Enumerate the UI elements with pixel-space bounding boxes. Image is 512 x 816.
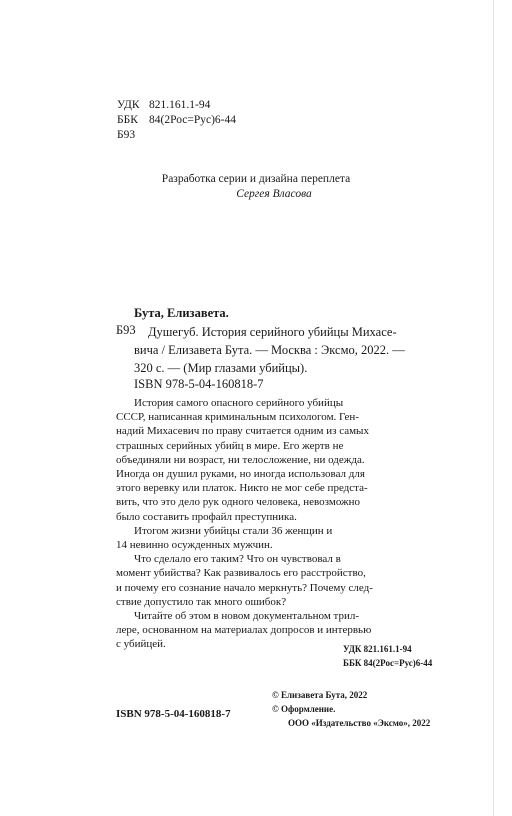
udk-label: УДК (117, 99, 140, 111)
annotation-line: Читайте об этом в новом документальном трил- (134, 610, 360, 623)
catalog-line: Душегуб. История серийного убийцы Михасе- (148, 325, 397, 339)
copyright-block (272, 688, 430, 730)
copyright-author: © Елизавета Бута, 2022 (272, 690, 368, 700)
annotation-line: вить, что это дело рук одного человека, невозможно (116, 496, 361, 509)
annotation-line: Итогом жизни убийцы стали 36 женщин и (134, 524, 333, 537)
copyright-design: © Оформление. (272, 704, 336, 714)
annotation-line: ствие допустило так много ошибок? (116, 595, 287, 608)
annotation-line: Что сделало его таким? Что он чувствовал в (134, 553, 341, 566)
annotation-line: момент убийства? Как развивалось его расстройство, (116, 567, 366, 580)
author-mark: Б93 (117, 129, 136, 141)
annotation-line: История самого опасного серийного убийцы (134, 397, 344, 409)
udk-value: 821.161.1-94 (149, 99, 211, 111)
bbk-row (117, 113, 236, 128)
bottom-udk: УДК 821.161.1-94 (343, 644, 412, 654)
annotation-line: Иногда он душил руками, но иногда использовал для (116, 468, 365, 481)
classification-block (117, 98, 236, 143)
isbn-bottom: ISBN 978-5-04-160818-7 (116, 708, 231, 720)
catalog-mark: Б93 (116, 323, 136, 337)
annotation-line: этого веревку или платок. Никто не мог себе предста- (116, 482, 368, 495)
annotation-line: страшных серийных убийц в мире. Его жертв не (116, 439, 344, 452)
annotation (116, 396, 446, 652)
catalog-author: Бута, Елизавета. (134, 306, 229, 320)
annotation-line: объединяли ни возраст, ни телосложение, ни одежда. (116, 453, 365, 466)
catalog-line: вича / Елизавета Бута. — Москва : Эксмо, 2022. — (134, 343, 405, 357)
bbk-value: 84(2Рос=Рус)6-44 (149, 114, 236, 126)
annotation-line: было составить профайл преступника. (116, 510, 297, 523)
udk-row (117, 98, 236, 113)
bottom-classification (343, 642, 432, 670)
page-edge (493, 0, 494, 816)
annotation-line: и почему его сознание начало меркнуть? Почему след- (116, 581, 373, 594)
annotation-line: лере, основанном на материалах допросов и интервью (116, 624, 372, 637)
bbk-label: ББК (117, 114, 138, 126)
catalog-line: 320 с. — (Мир глазами убийцы). (134, 361, 308, 375)
bottom-bbk: ББК 84(2Рос=Рус)6-44 (343, 658, 433, 668)
series-credit-line1: Разработка серии и дизайна переплета (161, 173, 351, 185)
annotation-line: 14 невинно осужденных мужчин. (116, 539, 273, 552)
catalog-isbn: ISBN 978-5-04-160818-7 (134, 377, 264, 391)
annotation-line: надий Михасевич по праву считается одним из самых (116, 425, 369, 438)
catalog-description (134, 323, 436, 377)
annotation-line: СССР, написанная криминальным психологом. Ген- (116, 411, 359, 424)
copyright-publisher: ООО «Издательство «Эксмо», 2022 (288, 718, 431, 728)
author-mark-row (117, 128, 236, 143)
series-credit-designer: Сергея Власова (236, 188, 312, 200)
annotation-line: с убийцей. (116, 638, 166, 651)
